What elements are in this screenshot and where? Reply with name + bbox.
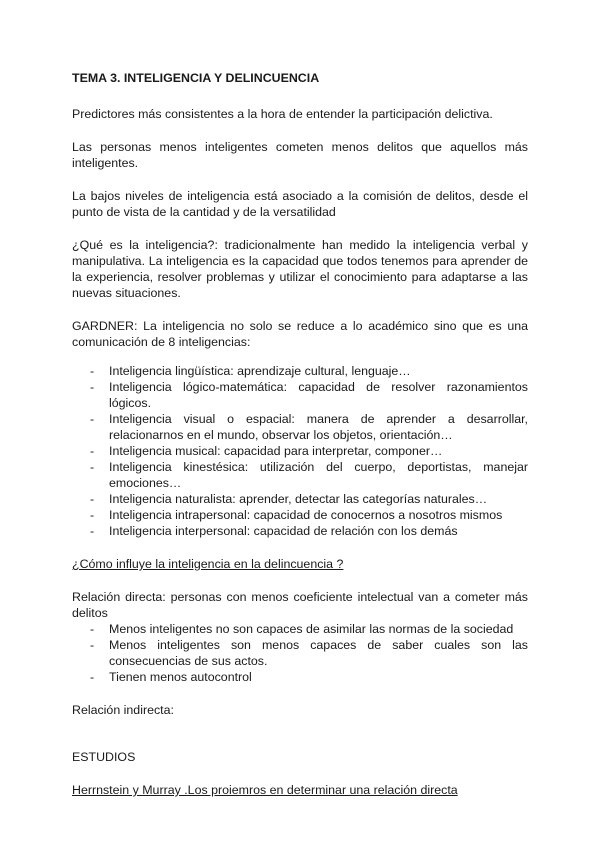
heading-studies: ESTUDIOS [72,750,136,764]
paragraph-indirect-relation: Relación indirecta: [72,703,174,717]
list-item: - Inteligencia kinestésica: utilización del cuerpo, deportistas, manejar emociones… [72,459,528,491]
direct-relation-list [72,621,528,685]
question-link[interactable]: ¿Cómo influye la inteligencia en la delincuencia ? [72,557,344,571]
list-item: - Tienen menos autocontrol [72,669,528,685]
paragraph-predictors: Predictores más consistentes a la hora de entender la participación delictiva. [72,107,493,121]
document-title: TEMA 3. INTELIGENCIA Y DELINCUENCIA [72,71,320,85]
paragraph-gardner: GARDNER: La inteligencia no solo se reduce a lo académico sino que es una comunicación de 8 inteligencias: [72,319,528,349]
list-item: - Inteligencia interpersonal: capacidad de relación con los demás [72,523,528,539]
paragraph-what-is-intelligence: ¿Qué es la inteligencia?: tradicionalmente han medido la inteligencia verbal y manipulativa. La inteligencia es la capacidad que todos tenemos para aprender de la experiencia, resolver problemas y utilizar el conocimiento para adaptarse a las nuevas situaciones. [72,238,528,300]
list-item: - Inteligencia lógico-matemática: capacidad de resolver razonamientos lógicos. [72,379,528,411]
list-item: - Menos inteligentes son menos capaces de saber cuales son las consecuencias de sus actos. [72,637,528,669]
studies-link[interactable]: Herrnstein y Murray .Los proiemros en determinar una relación directa [72,783,458,797]
paragraph-direct-relation: Relación directa: personas con menos coeficiente intelectual van a cometer más delitos [72,590,528,620]
list-item: - Inteligencia lingüística: aprendizaje cultural, lenguaje… [72,363,528,379]
list-item: - Inteligencia naturalista: aprender, detectar las categorías naturales… [72,491,528,507]
paragraph-less-intelligent: Las personas menos inteligentes cometen menos delitos que aquellos más inteligentes. [72,140,528,170]
list-item: - Inteligencia visual o espacial: manera de aprender a desarrollar, relacionarnos en el mundo, observar los objetos, orientación… [72,411,528,443]
list-item: - Inteligencia intrapersonal: capacidad de conocernos a nosotros mismos [72,507,528,523]
intelligences-list [72,363,528,539]
list-item: - Menos inteligentes no son capaces de asimilar las normas de la sociedad [72,621,528,637]
paragraph-low-levels: La bajos niveles de inteligencia está asociado a la comisión de delitos, desde el punto de vista de la cantidad y de la versatilidad [72,189,528,219]
list-item: - Inteligencia musical: capacidad para interpretar, componer… [72,443,528,459]
